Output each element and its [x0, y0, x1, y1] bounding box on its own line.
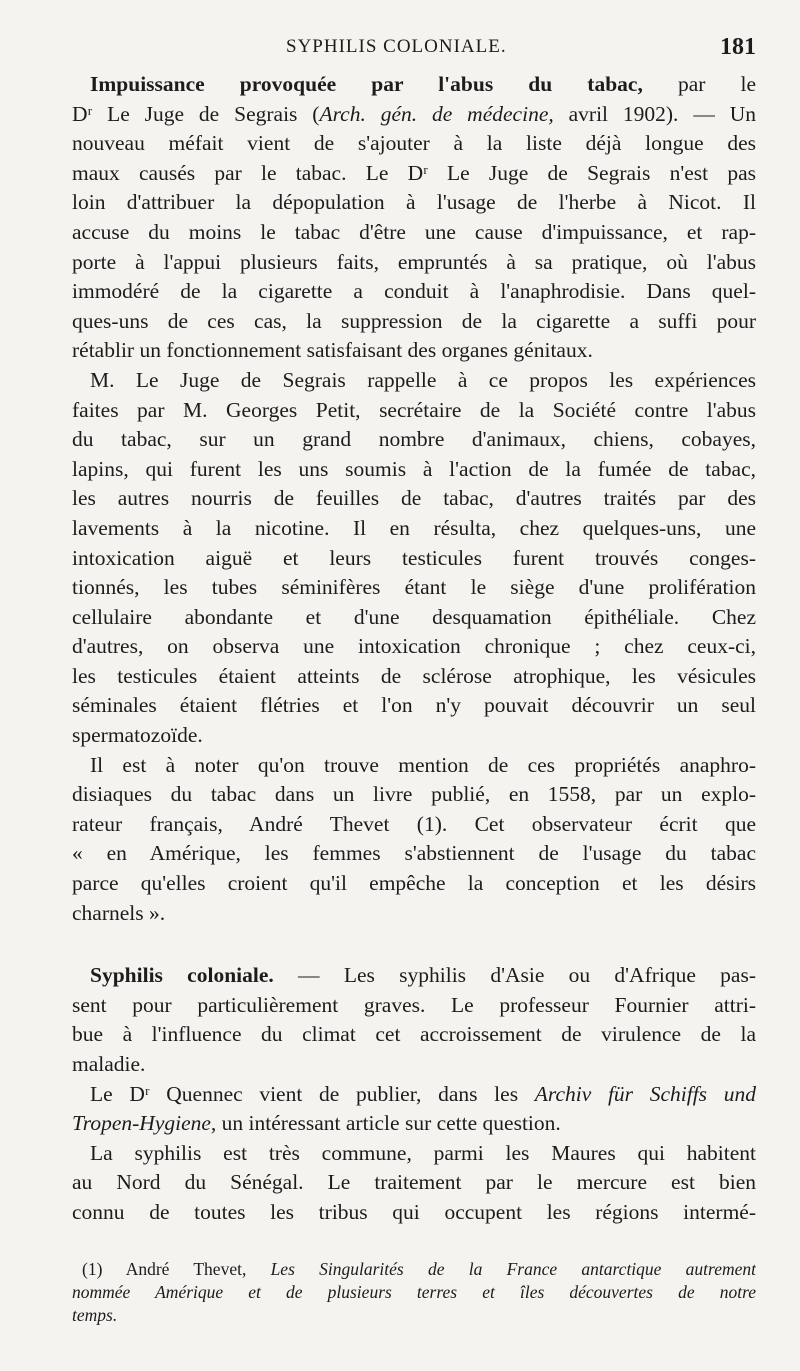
text-line: Tropen-Hygiene, un intéressant article sur cette question. [72, 1111, 561, 1136]
text-line: faites par M. Georges Petit, secrétaire de la Société contre l'abus [72, 397, 756, 422]
text-line: loin d'attribuer la dépopulation à l'usage de l'herbe à Nicot. Il [72, 190, 756, 215]
footnote [72, 1258, 756, 1327]
text-line: nouveau méfait vient de s'ajouter à la liste déjà longue des [72, 131, 756, 156]
text-line: les autres nourris de feuilles de tabac, d'autres traités par des [72, 486, 756, 511]
text-line: spermatozoïde. [72, 723, 203, 748]
text-line: rateur français, André Thevet (1). Cet observateur écrit que [72, 811, 756, 836]
text-line: porte à l'appui plusieurs faits, empruntés à sa pratique, où l'abus [72, 249, 756, 274]
journal-citation: Archiv für Schiffs und [534, 1081, 756, 1106]
journal-citation: Arch. gén. de médecine, [319, 101, 554, 126]
footnote-marker: (1) André Thevet, [82, 1259, 271, 1279]
page-header [0, 34, 800, 66]
text-line: rétablir un fonctionnement satisfaisant des organes génitaux. [72, 338, 593, 363]
text-line: au Nord du Sénégal. Le traitement par le mercure est bien [72, 1170, 756, 1195]
text-line: M. Le Juge de Segrais rappelle à ce propos les expériences [90, 367, 756, 392]
text-line: immodéré de la cigarette a conduit à l'anaphrodisie. Dans quel- [72, 279, 756, 304]
text-line: disiaques du tabac dans un livre publié, en 1558, par un explo- [72, 782, 756, 807]
text-line: cellulaire abondante et d'une desquamation épithéliale. Chez [72, 604, 756, 629]
text-line: lavements à la nicotine. Il en résulta, chez quelques-uns, une [72, 515, 756, 540]
text-line: d'autres, on observa une intoxication chronique ; chez ceux-ci, [72, 634, 756, 659]
body-text [72, 70, 756, 1228]
text-line: La syphilis est très commune, parmi les Maures qui habitent [90, 1140, 756, 1165]
text-line: bue à l'influence du climat cet accroissement de virulence de la [72, 1022, 756, 1047]
text-line: séminales étaient flétries et l'on n'y pouvait découvrir un seul [72, 693, 756, 718]
text-line: accuse du moins le tabac d'être une cause d'impuissance, et rap- [72, 219, 756, 244]
footnote-line: temps. [72, 1305, 118, 1325]
text-line: du tabac, sur un grand nombre d'animaux, chiens, cobayes, [72, 427, 756, 452]
section-heading-line: Syphilis coloniale. — Les syphilis d'Asie ou d'Afrique pas- [90, 963, 756, 988]
text-line: maladie. [72, 1052, 146, 1076]
text-line: maux causés par le tabac. Le Dʳ Le Juge de Segrais n'est pas [72, 160, 756, 185]
text-line: connu de toutes les tribus qui occupent les régions intermé- [72, 1199, 756, 1224]
text-line: charnels ». [72, 900, 166, 925]
text-line: sent pour particulièrement graves. Le professeur Fournier attri- [72, 992, 756, 1017]
journal-citation: Tropen-Hygiene, [72, 1111, 217, 1136]
text-line: tionnés, les tubes séminifères étant le siège d'une prolifération [72, 575, 756, 600]
text-line: « en Amérique, les femmes s'abstiennent de l'usage du tabac [72, 841, 756, 866]
text-line: Il est à noter qu'on trouve mention de ces propriétés anaphro- [90, 752, 756, 777]
text-line: les testicules étaient atteints de sclérose atrophique, les vésicules [72, 663, 756, 688]
footnote-line: (1) André Thevet, Les Singularités de la France antarctique autrement [82, 1259, 756, 1279]
section-title-syphilis: Syphilis coloniale. [90, 963, 274, 988]
text-line: Dʳ Le Juge de Segrais (Arch. gén. de médecine, avril 1902). — Un [72, 101, 756, 126]
text-line: parce qu'elles croient qu'il empêche la conception et les désirs [72, 871, 756, 896]
text-line: lapins, qui furent les uns soumis à l'action de la fumée de tabac, [72, 456, 756, 481]
text-line: ques-uns de ces cas, la suppression de la cigarette a suffi pour [72, 308, 756, 333]
text-line: Le Dʳ Quennec vient de publier, dans les Archiv für Schiffs und [90, 1081, 756, 1106]
heading-tail: par le [677, 72, 756, 96]
running-title: SYPHILIS COLONIALE. [286, 36, 507, 57]
footnote-line: nommée Amérique et de plusieurs terres et îles découvertes de notre [72, 1282, 756, 1302]
section-title-impuissance: Impuissance provoquée par l'abus du tabac, [90, 72, 643, 96]
page-number: 181 [720, 34, 756, 60]
section-heading-line [72, 70, 756, 100]
text-line: intoxication aiguë et leurs testicules furent trouvés conges- [72, 545, 756, 570]
section-gap [72, 928, 756, 961]
